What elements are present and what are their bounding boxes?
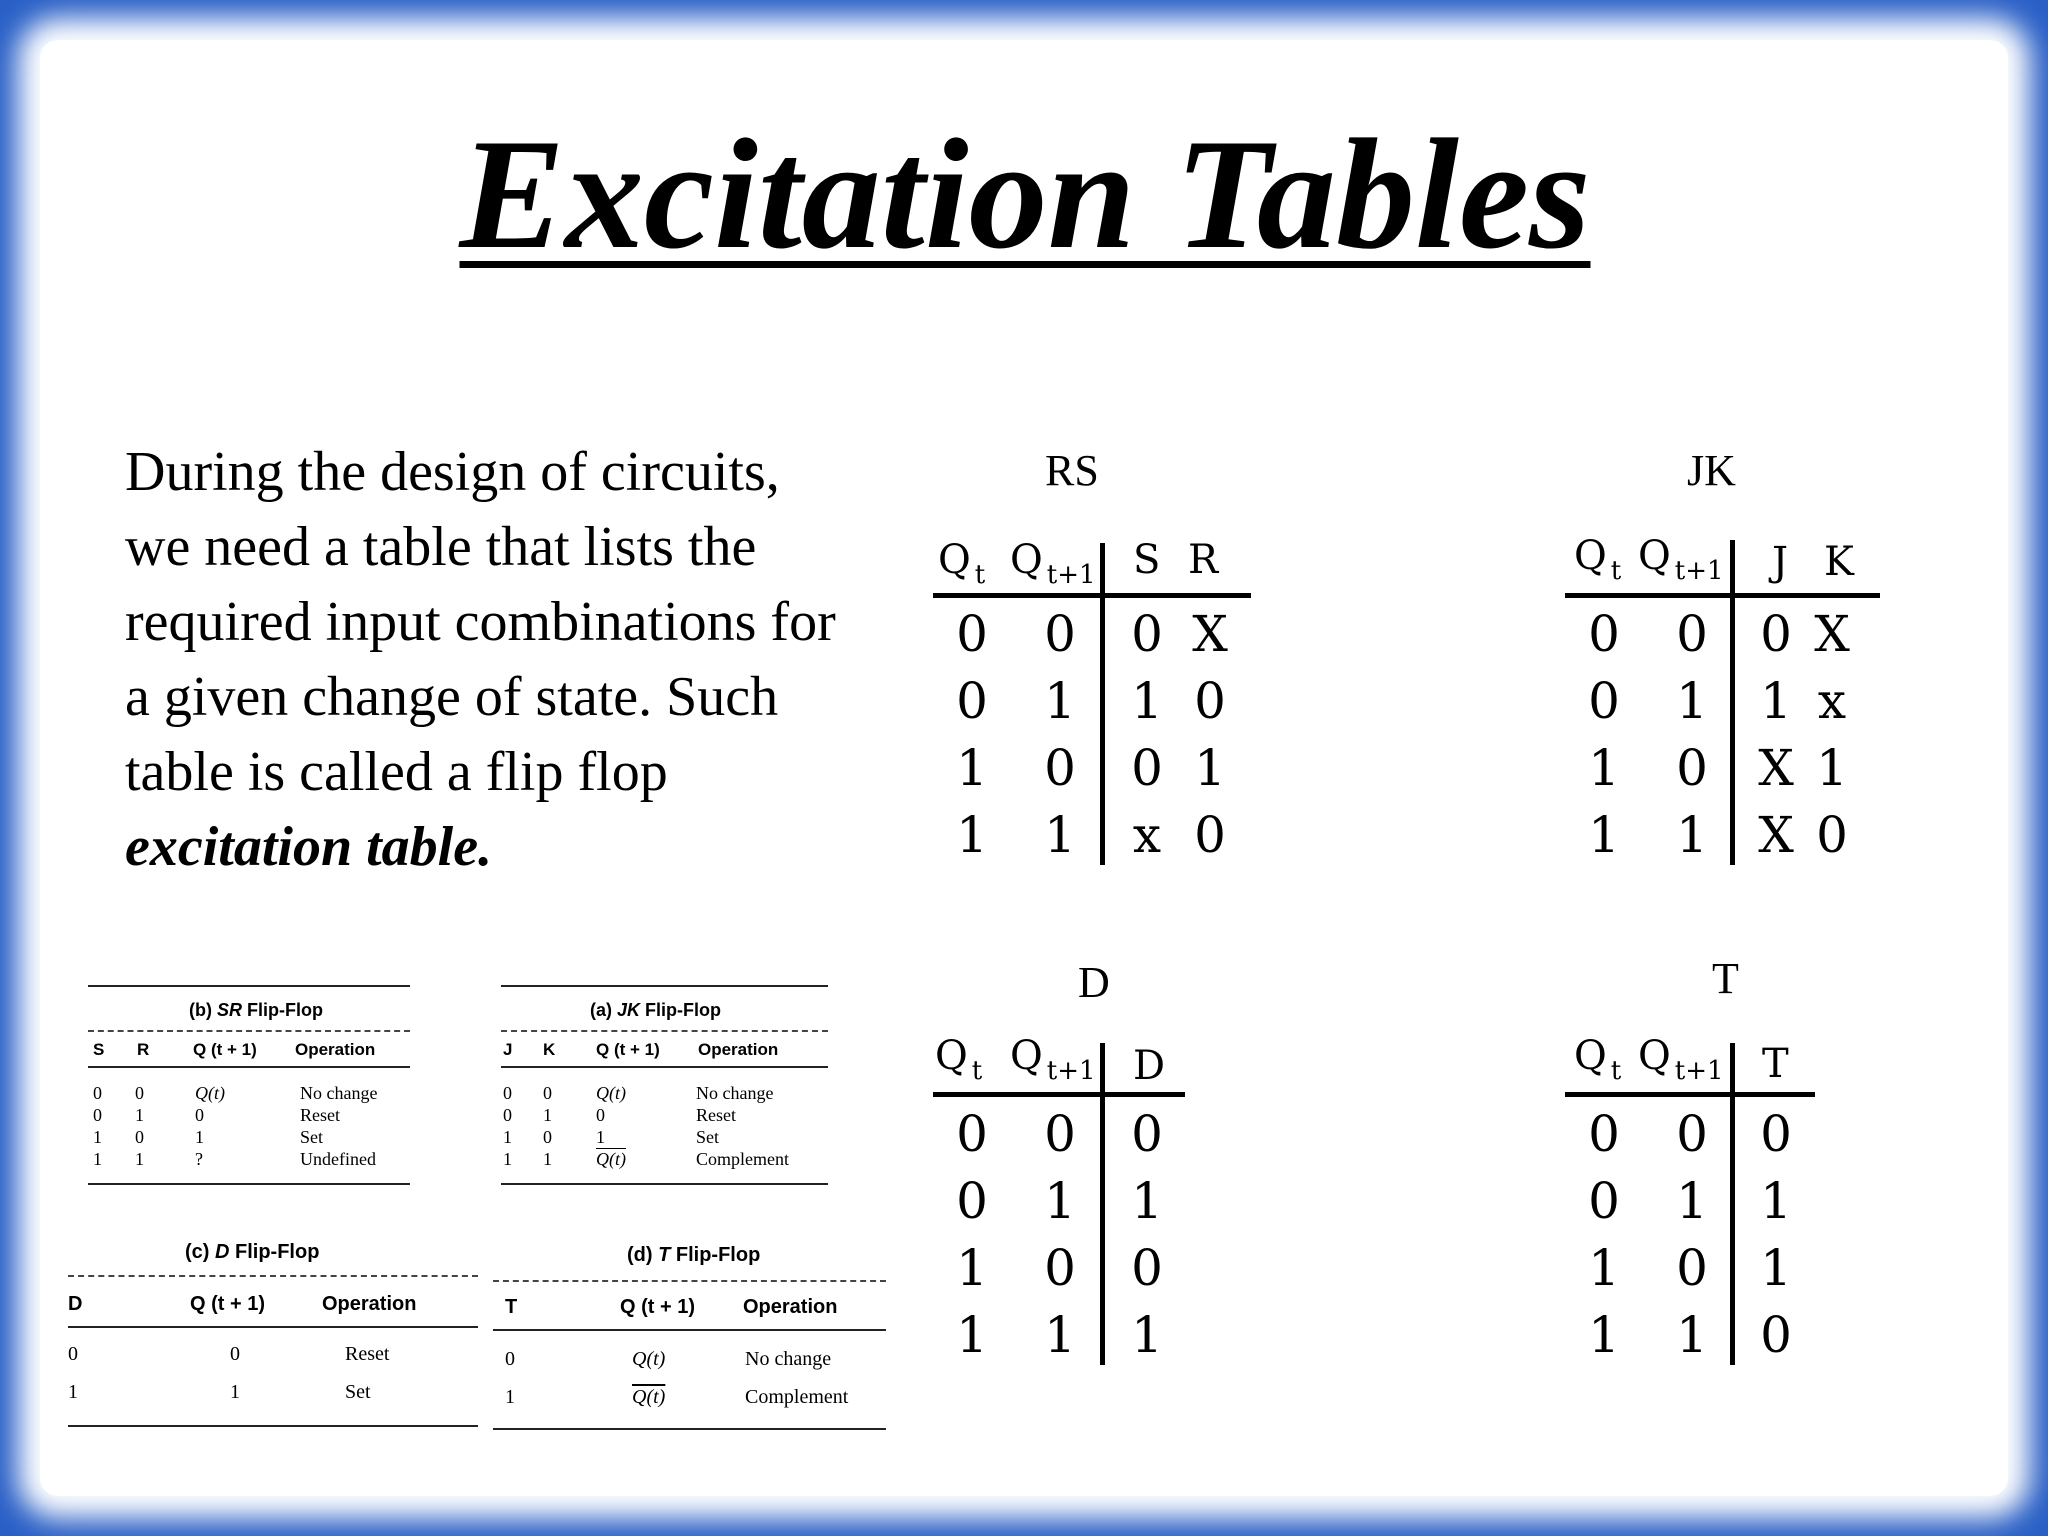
t-header-rule <box>1565 1092 1815 1097</box>
rs-cell-r0-c0: 0 <box>956 605 988 663</box>
t-header-t: T <box>1762 1041 1789 1087</box>
jk-cell-r2-c0: 1 <box>1588 739 1620 797</box>
t-cell-r2-c2: 1 <box>1760 1239 1792 1297</box>
jk-cell-r2-c2: X <box>1758 739 1794 797</box>
t-cell-r2-c1: 0 <box>1676 1239 1708 1297</box>
rs-cell-r0-c2: 0 <box>1131 605 1163 663</box>
rs-cell-r3-c1: 1 <box>1044 806 1076 864</box>
jk-flipflop-table <box>498 980 833 1190</box>
t-cell-r1-c1: 1 <box>1676 1172 1708 1230</box>
jk-cell-r2-c2: 1 <box>596 1127 605 1147</box>
t-caption: (d) T Flip-Flop <box>627 1244 761 1266</box>
jk-cell-r0-c3: X <box>1814 605 1850 663</box>
t-cell-r0-c1: Q(t) <box>632 1348 666 1370</box>
t-cell-r0-c2: No change <box>745 1348 832 1370</box>
d-cell-r0-c1: 0 <box>230 1343 240 1365</box>
d-cell-r0-c0: 0 <box>68 1343 78 1365</box>
sr-cell-r1-c2: 0 <box>195 1105 204 1125</box>
jk-cell-r0-c0: 0 <box>503 1083 512 1103</box>
sr-cell-r0-c0: 0 <box>93 1083 102 1103</box>
t-cell-r1-c2: Complement <box>745 1386 849 1408</box>
rs-excitation-table <box>930 445 1260 875</box>
sr-cell-r2-c2: 1 <box>195 1127 204 1147</box>
sr-cell-r1-c1: 1 <box>135 1105 144 1125</box>
d-cell-r1-c1: 1 <box>230 1381 240 1403</box>
d-excitation-table <box>930 945 1190 1375</box>
sr-header-0: S <box>93 1040 105 1059</box>
t-table-title: T <box>1712 954 1739 1003</box>
rs-cell-r2-c0: 1 <box>956 739 988 797</box>
jk-header-qt1: Q $_{t+1}$ <box>1638 533 1724 586</box>
sr-cell-r0-c1: 0 <box>135 1083 144 1103</box>
sr-cell-r1-c3: Reset <box>300 1105 340 1125</box>
sr-header-2: Q (t + 1) <box>193 1040 257 1059</box>
d-cell-r1-c1: 1 <box>1044 1172 1076 1230</box>
t-cell-r0-c0: 0 <box>505 1348 515 1370</box>
jk-header-0: J <box>503 1040 513 1059</box>
jk-header-k: K <box>1824 539 1854 585</box>
sr-cell-r3-c2: ? <box>195 1149 203 1169</box>
sr-bottom-rule <box>88 1183 410 1185</box>
rs-cell-r1-c2: 1 <box>1131 672 1163 730</box>
sr-cell-r3-c3: Undefined <box>300 1149 376 1169</box>
jk-cell-r3-c3: Complement <box>696 1149 789 1169</box>
jk-cell-r0-c2: 0 <box>1760 605 1792 663</box>
jk-divider <box>1730 540 1735 865</box>
d-header-qt: Q $_t$ <box>935 1033 983 1086</box>
rs-cell-r0-c1: 0 <box>1044 605 1076 663</box>
d-header-2: Operation <box>322 1293 417 1315</box>
rs-cell-r2-c3: 1 <box>1194 739 1226 797</box>
t-header-qt1: Q $_{t+1}$ <box>1638 1033 1724 1086</box>
t-header-rule <box>493 1329 886 1331</box>
rs-cell-r2-c1: 0 <box>1044 739 1076 797</box>
d-bottom-rule <box>68 1425 478 1427</box>
rs-cell-r1-c3: 0 <box>1194 672 1226 730</box>
d-cell-r0-c2: Reset <box>345 1343 390 1365</box>
jk-cell-r3-c1: 1 <box>543 1149 552 1169</box>
rs-header-rule <box>933 593 1251 598</box>
t-cell-r3-c1: 1 <box>1676 1306 1708 1364</box>
d-table-title: D <box>1078 958 1110 1007</box>
t-header-2: Operation <box>743 1296 838 1318</box>
d-cell-r0-c2: 0 <box>1131 1105 1163 1163</box>
d-cell-r1-c2: 1 <box>1131 1172 1163 1230</box>
t-excitation-table <box>1562 945 1822 1375</box>
sr-cell-r0-c3: No change <box>300 1083 378 1103</box>
rs-cell-r0-c3: X <box>1192 605 1228 663</box>
t-cell-r3-c2: 0 <box>1760 1306 1792 1364</box>
t-cell-r3-c0: 1 <box>1588 1306 1620 1364</box>
sr-cell-r2-c1: 0 <box>135 1127 144 1147</box>
jk-cell-r1-c2: 0 <box>596 1105 605 1125</box>
d-caption: (c) D Flip-Flop <box>185 1241 320 1263</box>
jk-top-rule <box>501 985 828 987</box>
jk-header-1: K <box>543 1040 556 1059</box>
rs-divider <box>1100 543 1105 865</box>
jk-cell-r0-c1: 0 <box>543 1083 552 1103</box>
t-header-qt: Q $_t$ <box>1574 1033 1622 1086</box>
jk-cell-r1-c1: 1 <box>1676 672 1708 730</box>
jk-cell-r2-c3: 1 <box>1816 739 1848 797</box>
d-caption-rule <box>68 1275 478 1277</box>
jk-cell-r2-c3: Set <box>696 1127 720 1147</box>
rs-header-qt1: Q $_{t+1}$ <box>1010 537 1096 590</box>
d-header-1: Q (t + 1) <box>190 1293 266 1315</box>
t-bottom-rule <box>493 1428 886 1430</box>
d-cell-r0-c0: 0 <box>956 1105 988 1163</box>
t-cell-r1-c2: 1 <box>1760 1172 1792 1230</box>
d-header-rule <box>933 1092 1185 1097</box>
jk-cell-r1-c0: 0 <box>1588 672 1620 730</box>
sr-caption-rule <box>88 1030 410 1032</box>
jk-cell-r2-c0: 1 <box>503 1127 512 1147</box>
t-cell-r2-c0: 1 <box>1588 1239 1620 1297</box>
t-cell-r0-c1: 0 <box>1676 1105 1708 1163</box>
sr-header-3: Operation <box>295 1040 376 1059</box>
d-cell-r3-c1: 1 <box>1044 1306 1076 1364</box>
t-header-1: Q (t + 1) <box>620 1296 696 1318</box>
t-cell-r1-c0: 0 <box>1588 1172 1620 1230</box>
d-cell-r0-c1: 0 <box>1044 1105 1076 1163</box>
d-cell-r3-c2: 1 <box>1131 1306 1163 1364</box>
t-cell-r1-c1: Q(t) <box>632 1386 666 1408</box>
t-flipflop-table <box>490 1240 890 1440</box>
d-cell-r1-c0: 1 <box>68 1381 78 1403</box>
jk-cell-r1-c0: 0 <box>503 1105 512 1125</box>
jk-cell-r3-c3: 0 <box>1816 806 1848 864</box>
rs-cell-r3-c3: 0 <box>1194 806 1226 864</box>
intro-emphasis: excitation table. <box>125 816 493 878</box>
jk-cell-r0-c2: Q(t) <box>596 1083 626 1103</box>
jk-cell-r1-c1: 1 <box>543 1105 552 1125</box>
rs-header-r: R <box>1188 537 1219 583</box>
intro-text: During the design of circuits, we need a table that lists the required input combinations for a given change of state. Such table is called a flip flop <box>125 441 836 803</box>
rs-table-title: RS <box>1045 446 1099 495</box>
rs-cell-r1-c0: 0 <box>956 672 988 730</box>
rs-header-s: S <box>1133 537 1161 583</box>
sr-caption: (b) SR Flip-Flop <box>189 1000 323 1020</box>
rs-cell-r2-c2: 0 <box>1131 739 1163 797</box>
jk-caption: (a) JK Flip-Flop <box>590 1000 721 1020</box>
d-divider <box>1100 1043 1105 1365</box>
jk-bottom-rule <box>501 1183 828 1185</box>
t-header-0: T <box>505 1296 518 1318</box>
jk-cell-r0-c1: 0 <box>1676 605 1708 663</box>
jk-cell-r1-c3: x <box>1817 672 1847 730</box>
sr-cell-r0-c2: Q(t) <box>195 1083 225 1103</box>
d-header-qt1: Q $_{t+1}$ <box>1010 1033 1096 1086</box>
sr-header-rule <box>88 1066 410 1068</box>
jk-header-rule <box>1565 593 1880 598</box>
rs-cell-r3-c0: 1 <box>956 806 988 864</box>
d-cell-r2-c0: 1 <box>956 1239 988 1297</box>
jk-header-2: Q (t + 1) <box>596 1040 660 1059</box>
jk-cell-r3-c0: 1 <box>1588 806 1620 864</box>
jk-table-title: JK <box>1687 446 1736 495</box>
jk-cell-r3-c0: 1 <box>503 1149 512 1169</box>
sr-cell-r2-c3: Set <box>300 1127 324 1147</box>
sr-cell-r1-c0: 0 <box>93 1105 102 1125</box>
d-cell-r1-c0: 0 <box>956 1172 988 1230</box>
jk-header-j: J <box>1772 539 1789 585</box>
d-cell-r1-c2: Set <box>345 1381 371 1403</box>
jk-cell-r1-c2: 1 <box>1760 672 1792 730</box>
d-header-0: D <box>68 1293 83 1315</box>
d-cell-r2-c1: 0 <box>1044 1239 1076 1297</box>
sr-cell-r2-c0: 1 <box>93 1127 102 1147</box>
d-header-rule <box>68 1326 478 1328</box>
jk-cell-r3-c2: Q(t) <box>596 1149 626 1169</box>
jk-cell-r1-c3: Reset <box>696 1105 736 1125</box>
jk-cell-r3-c1: 1 <box>1676 806 1708 864</box>
jk-cell-r0-c3: No change <box>696 1083 774 1103</box>
d-header-d: D <box>1133 1043 1166 1089</box>
jk-excitation-table <box>1562 445 1892 875</box>
t-caption-rule <box>493 1280 886 1282</box>
t-cell-r1-c0: 1 <box>505 1386 515 1408</box>
jk-cell-r2-c1: 0 <box>543 1127 552 1147</box>
t-cell-r0-c0: 0 <box>1588 1105 1620 1163</box>
sr-cell-r3-c0: 1 <box>93 1149 102 1169</box>
sr-header-1: R <box>137 1040 150 1059</box>
jk-header-rule <box>501 1066 828 1068</box>
sr-cell-r3-c1: 1 <box>135 1149 144 1169</box>
rs-header-qt: Q $_t$ <box>938 537 986 590</box>
slide-title: Excitation Tables <box>459 107 1591 282</box>
intro-paragraph <box>125 435 845 885</box>
rs-cell-r1-c1: 1 <box>1044 672 1076 730</box>
jk-header-qt: Q $_t$ <box>1574 533 1622 586</box>
jk-header-3: Operation <box>698 1040 779 1059</box>
jk-caption-rule <box>501 1030 828 1032</box>
d-flipflop-table <box>65 1235 485 1435</box>
sr-flipflop-table <box>85 980 415 1190</box>
d-cell-r3-c0: 1 <box>956 1306 988 1364</box>
t-cell-r0-c2: 0 <box>1760 1105 1792 1163</box>
d-cell-r2-c2: 0 <box>1131 1239 1163 1297</box>
t-divider <box>1730 1043 1735 1365</box>
rs-cell-r3-c2: x <box>1132 806 1162 864</box>
sr-top-rule <box>88 985 410 987</box>
jk-cell-r2-c1: 0 <box>1676 739 1708 797</box>
jk-cell-r0-c0: 0 <box>1588 605 1620 663</box>
jk-cell-r3-c2: X <box>1758 806 1794 864</box>
